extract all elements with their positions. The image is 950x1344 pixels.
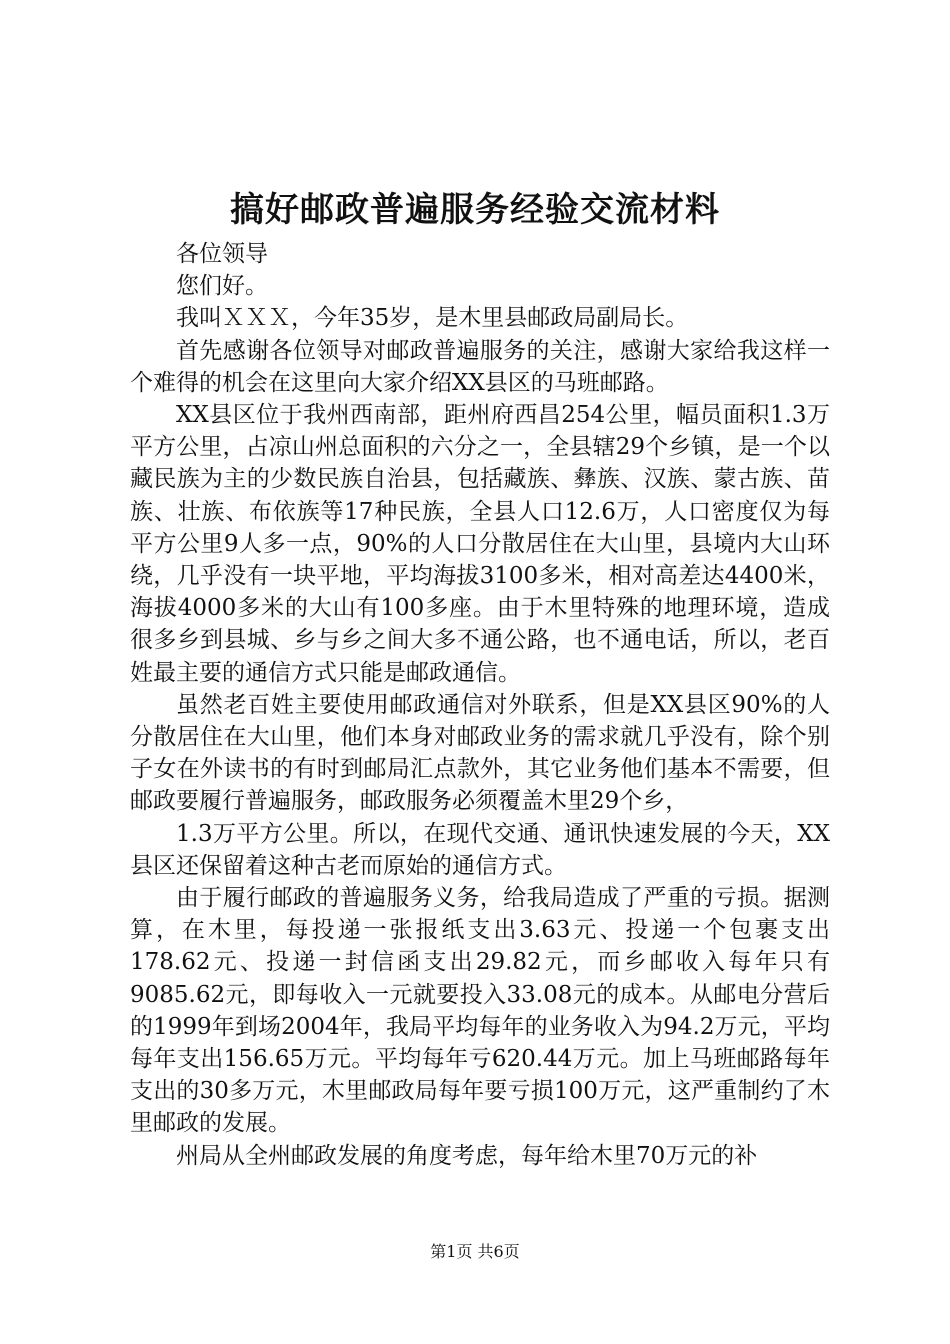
paragraph-area-coverage: 1.3万平方公里。所以，在现代交通、通讯快速发展的今天，XX县区还保留着这种古老而原始的通信方式。	[130, 820, 830, 879]
page-footer: 第1页 共6页	[430, 1242, 520, 1261]
document-title: 搞好邮政普遍服务经验交流材料	[230, 190, 720, 230]
paragraph-postal-demand: 虽然老百姓主要使用邮政通信对外联系，但是XX县区90%的人分散居住在大山里，他们本身对邮政业务的需求就几乎没有，除个别子女在外读书的有时到邮局汇点款外，其它业务他们基本不需要，但邮政要履行普遍服务，邮政服务必须覆盖木里29个乡，	[130, 691, 830, 815]
paragraph-county-overview: XX县区位于我州西南部，距州府西昌254公里，幅员面积1.3万平方公里，占凉山州总面积的六分之一，全县辖29个乡镇，是一个以藏民族为主的少数民族自治县，包括藏族、彝族、汉族、蒙古族、苗族、壮族、布依族等17种民族，全县人口12.6万，人口密度仅为每平方公里9人多一点，90%的人口分散居住在大山里，县境内大山环绕，几乎没有一块平地，平均海拔3100多米，相对高差达4400米，海拔4000多米的大山有100多座。由于木里特殊的地理环境，造成很多乡到县城、乡与乡之间大多不通公路，也不通电话，所以，老百姓最主要的通信方式只能是邮政通信。	[130, 402, 830, 686]
paragraph-salutation: 各位领导	[176, 241, 268, 267]
document-body	[130, 238, 830, 1172]
paragraph-greeting: 您们好。	[176, 273, 268, 300]
paragraph-self-intro: 我叫ＸＸＸ，今年35岁，是木里县邮政局副局长。	[176, 305, 689, 332]
paragraph-subsidy: 州局从全州邮政发展的角度考虑，每年给木里70万元的补	[176, 1142, 758, 1169]
paragraph-losses: 由于履行邮政的普遍服务义务，给我局造成了严重的亏损。据测算，在木里，每投递一张报纸支出3.63元、投递一个包裹支出178.62元、投递一封信函支出29.82元，而乡邮收入每年只有9085.62元，即每收入一元就要投入33.08元的成本。从邮电分营后的1999年到场2004年，我局平均每年的业务收入为94.2万元，平均每年支出156.65万元。平均每年亏620.44万元。加上马班邮路每年支出的30多万元，木里邮政局每年要亏损100万元，这严重制约了木里邮政的发展。	[130, 885, 830, 1137]
paragraph-thanks: 首先感谢各位领导对邮政普遍服务的关注，感谢大家给我这样一个难得的机会在这里向大家介绍XX县区的马班邮路。	[130, 337, 830, 396]
